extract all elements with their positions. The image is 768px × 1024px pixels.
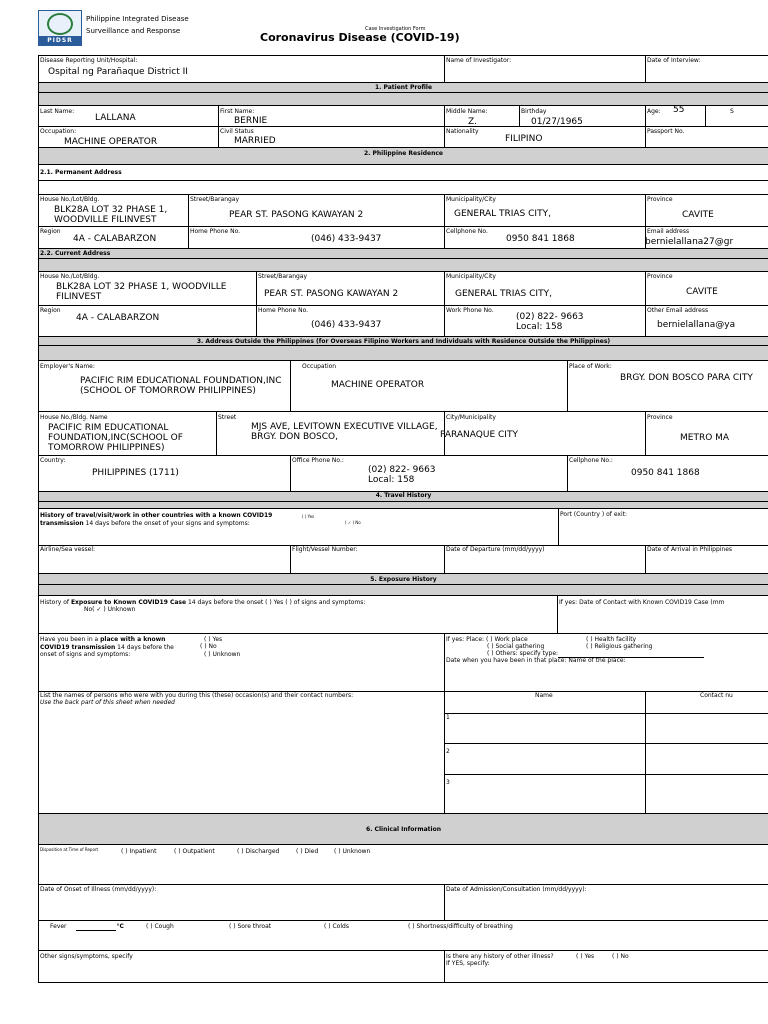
last-name-label: Last Name: [40, 108, 75, 115]
curr-province-field[interactable]: CAVITE [686, 287, 718, 297]
last-name-field[interactable]: LALLANA [95, 113, 136, 123]
outside-occupation-field[interactable]: MACHINE OPERATOR [331, 380, 425, 390]
section-patient-profile: 1. Patient Profile [38, 82, 768, 106]
section-clinical-information: 6. Clinical Information [38, 813, 768, 845]
travel-history-question: History of travel/visit/work in other countries with a known COVID19 transmission 14 days before the onset of your signs and symptoms: [40, 512, 273, 527]
onset-date-label: Date of Onset of Illness (mm/dd/yyyy): [40, 886, 157, 893]
curr-street-field[interactable]: PEAR ST. PASONG KAWAYAN 2 [264, 289, 399, 299]
place-of-work-label: Place of Work: [569, 363, 612, 370]
curr-work-phone-label: Work Phone No. [446, 307, 494, 314]
contact-list-note: Use the back part of this sheet when needed [40, 699, 175, 706]
occupation-label: Occupation: [40, 128, 77, 135]
place-yes-option[interactable]: ( ) Yes [204, 636, 223, 643]
reporting-unit-field[interactable]: Ospital ng Parañaque District II [48, 67, 188, 77]
admission-date-label: Date of Admission/Consultation (mm/dd/yyyy): [446, 886, 587, 893]
outside-cellphone-label: Cellphone No.: [569, 457, 613, 464]
occupation-field[interactable]: MACHINE OPERATOR [64, 137, 158, 147]
perm-email-field[interactable]: bernielallana27@gr [645, 237, 734, 247]
perm-home-phone-field[interactable]: (046) 433-9437 [311, 234, 382, 244]
contact-number-header: Contact nu [700, 692, 733, 699]
org-line-1: Philippine Integrated Disease [86, 15, 189, 23]
permanent-address-heading: 2.1. Permanent Address [40, 169, 122, 176]
curr-municipality-label: Municipality/City [446, 273, 496, 280]
place-others-option[interactable]: ( ) Others: specify type: [487, 650, 704, 658]
curr-home-phone-field[interactable]: (046) 433-9437 [311, 320, 382, 330]
curr-street-label: Street/Barangay [258, 273, 308, 280]
place-no-option[interactable]: ( ) No [200, 643, 217, 650]
section-travel-history: 4. Travel History [38, 491, 768, 509]
curr-region-label: Region [40, 307, 61, 314]
birthday-label: Birthday [521, 108, 547, 115]
office-phone-field[interactable]: (02) 822- 9663 [368, 465, 436, 475]
place-of-work-field[interactable]: BRGY. DON BOSCO PARA CITY [620, 373, 753, 383]
contact-row-1[interactable]: 1 [446, 714, 450, 721]
office-phone-local[interactable]: Local: 158 [368, 475, 415, 485]
curr-region-field[interactable]: 4A - CALABARZON [76, 313, 160, 323]
cough-option[interactable]: ( ) Cough [146, 923, 174, 930]
curr-work-phone-field[interactable]: (02) 822- 9663 [516, 312, 584, 322]
place-transmission-question: Have you been in a place with a known COVID19 transmission 14 days before the onset of signs and symptoms: [40, 636, 174, 658]
fever-temperature-line[interactable] [76, 924, 116, 931]
perm-region-field[interactable]: 4A - CALABARZON [73, 234, 157, 244]
place-social-gathering-option[interactable]: ( ) Social gathering [487, 643, 545, 650]
perm-cellphone-label: Cellphone No. [446, 228, 488, 235]
perm-email-label: Email address [647, 228, 690, 235]
disposition-label: Disposition at Time of Report [40, 847, 99, 852]
place-religious-gathering-option[interactable]: ( ) Religious gathering [586, 643, 653, 650]
port-of-exit-label: Port (Country ) of exit: [560, 511, 628, 518]
contact-list-label: List the names of persons who were with you during this (these) occasion(s) and their contact numbers: [40, 692, 354, 699]
outside-street-field[interactable]: MJS AVE, LEVITOWN EXECUTIVE VILLAGE, BRGY. DON BOSCO, [251, 422, 438, 442]
curr-other-email-field[interactable]: bernielallana@ya [657, 320, 736, 330]
outside-house-label: House No./Bldg. Name [40, 414, 108, 421]
other-illness-no[interactable]: ( ) No [612, 953, 629, 960]
office-phone-label: Office Phone No.: [292, 457, 344, 464]
globe-icon [47, 13, 73, 35]
contact-row-2[interactable]: 2 [446, 748, 450, 755]
outside-province-label: Province [647, 414, 673, 421]
exposure-no-unknown-option[interactable]: No( ✓ ) Unknown [84, 606, 136, 613]
middle-name-label: Middle Name: [446, 108, 488, 115]
outside-street-label: Street [218, 414, 237, 421]
civil-status-field[interactable]: MARRIED [234, 136, 276, 146]
date-place-label: Date when you have been in that place: Name of the place: [446, 657, 626, 664]
perm-house-label: House No./Lot/Bldg. [40, 196, 100, 203]
age-label: Age: [647, 108, 661, 115]
page-title: Coronavirus Disease (COVID-19) [260, 31, 460, 44]
form-type: Case Investigation Form [365, 26, 426, 32]
departure-date-label: Date of Departure (mm/dd/yyyy) [446, 546, 545, 553]
airline-label: Airline/Sea vessel: [40, 546, 96, 553]
curr-municipality-field[interactable]: GENERAL TRIAS CITY, [455, 289, 552, 299]
interview-date-label: Date of Interview: [647, 57, 701, 64]
exposure-question: History of Exposure to Known COVID19 Case 14 days before the onset ( ) Yes ( ) of signs and symptoms: [40, 599, 366, 606]
perm-street-field[interactable]: PEAR ST. PASONG KAWAYAN 2 [229, 210, 364, 220]
contact-date-label: If yes: Date of Contact with Known COVID19 Case (mm [559, 599, 725, 606]
perm-street-label: Street/Barangay [190, 196, 240, 203]
section-philippine-residence: 2. Philippine Residence [38, 147, 768, 165]
sore-throat-option[interactable]: ( ) Sore throat [229, 923, 272, 930]
organization-name [86, 13, 189, 37]
travel-yes-option[interactable]: ( ) Yes [302, 514, 315, 519]
discharged-option[interactable]: ( ) Discharged [237, 848, 280, 855]
contact-name-header: Name [535, 692, 553, 699]
section-exposure-history: 5. Exposure History [38, 573, 768, 596]
first-name-label: First Name: [220, 108, 255, 115]
middle-name-field[interactable]: Z. [468, 117, 478, 127]
current-address-heading: 2.2. Current Address [40, 250, 111, 257]
civil-status-label: Civil Status [220, 128, 254, 135]
fever-field[interactable]: Fever °C [50, 923, 124, 930]
place-workplace-option[interactable]: If yes: Place: ( ) Work place [446, 636, 528, 643]
perm-home-phone-label: Home Phone No. [190, 228, 241, 235]
inpatient-option[interactable]: ( ) Inpatient [121, 848, 157, 855]
curr-house-field[interactable]: BLK28A LOT 32 PHASE 1, WOODVILLE FILINVEST [56, 282, 227, 302]
outside-occupation-label: Occupation [302, 363, 337, 370]
perm-municipality-label: Municipality/City [446, 196, 496, 203]
country-field[interactable]: PHILIPPINES (1711) [92, 468, 179, 478]
outside-house-field[interactable]: PACIFIC RIM EDUCATIONAL FOUNDATION,INC(SCHOOL OF TOMORROW PHILIPPINES) [48, 423, 183, 453]
died-option[interactable]: ( ) Died [296, 848, 319, 855]
perm-region-label: Region [40, 228, 61, 235]
pidsr-logo [38, 10, 82, 46]
outside-province-field[interactable]: METRO MA [680, 433, 730, 443]
outside-city-field[interactable]: PARANAQUE CITY [440, 430, 518, 440]
outpatient-option[interactable]: ( ) Outpatient [174, 848, 215, 855]
section-address-outside: 3. Address Outside the Philippines (for Overseas Filipino Workers and Individuals with Residence Outside the Philippines) [38, 336, 768, 361]
other-signs-label: Other signs/symptoms, specify [40, 953, 133, 960]
age-field[interactable]: 55 [673, 105, 685, 115]
perm-cellphone-field[interactable]: 0950 841 1868 [506, 234, 575, 244]
perm-province-label: Province [647, 196, 673, 203]
logo-text: PIDSR [39, 36, 81, 45]
colds-option[interactable]: ( ) Colds [324, 923, 349, 930]
travel-no-option[interactable]: ( ✓ ) No [345, 520, 361, 525]
flight-number-label: Flight/Vessel Number: [292, 546, 358, 553]
curr-province-label: Province [647, 273, 673, 280]
other-illness-question: Is there any history of other illness? [446, 953, 554, 960]
reporting-unit-label: Disease Reporting Unit/Hospital: [40, 57, 138, 64]
perm-municipality-field[interactable]: GENERAL TRIAS CITY, [454, 209, 551, 219]
investigator-label: Name of Investigator: [446, 57, 512, 64]
current-address-band [38, 248, 768, 272]
employer-label: Employer's Name: [40, 363, 95, 370]
curr-home-phone-label: Home Phone No. [258, 307, 309, 314]
perm-province-field[interactable]: CAVITE [682, 210, 714, 220]
curr-other-email-label: Other Email address [647, 307, 709, 314]
nationality-field[interactable]: FILIPINO [505, 134, 543, 144]
arrival-date-label: Date of Arrival in Philippines [647, 546, 733, 553]
curr-work-phone-local[interactable]: Local: 158 [516, 322, 563, 332]
place-unknown-option[interactable]: ( ) Unknown [204, 651, 241, 658]
country-label: Country: [40, 457, 66, 464]
contact-row-3[interactable]: 3 [446, 779, 450, 786]
sex-label: S [730, 108, 734, 115]
place-health-facility-option[interactable]: ( ) Health facility [586, 636, 637, 643]
perm-house-field[interactable]: BLK28A LOT 32 PHASE 1, WOODVILLE FILINVEST [54, 205, 168, 225]
other-illness-yes[interactable]: ( ) Yes [576, 953, 595, 960]
first-name-field[interactable]: BERNIE [234, 116, 268, 126]
passport-label: Passport No. [647, 128, 685, 135]
breathing-option[interactable]: ( ) Shortness/difficulty of breathing [408, 923, 513, 930]
employer-field[interactable]: PACIFIC RIM EDUCATIONAL FOUNDATION,INC (SCHOOL OF TOMORROW PHILIPPINES) [80, 376, 282, 396]
birthday-field[interactable]: 01/27/1965 [531, 117, 583, 127]
other-illness-specify-label: If YES, specify: [446, 960, 490, 967]
outside-city-label: City/Municipality [446, 414, 496, 421]
nationality-label: Nationality [446, 128, 479, 135]
outside-cellphone-field[interactable]: 0950 841 1868 [631, 468, 700, 478]
curr-house-label: House No./Lot/Bldg. [40, 273, 100, 280]
unknown-option[interactable]: ( ) Unknown [334, 848, 371, 855]
org-line-2: Surveillance and Response [86, 27, 181, 35]
